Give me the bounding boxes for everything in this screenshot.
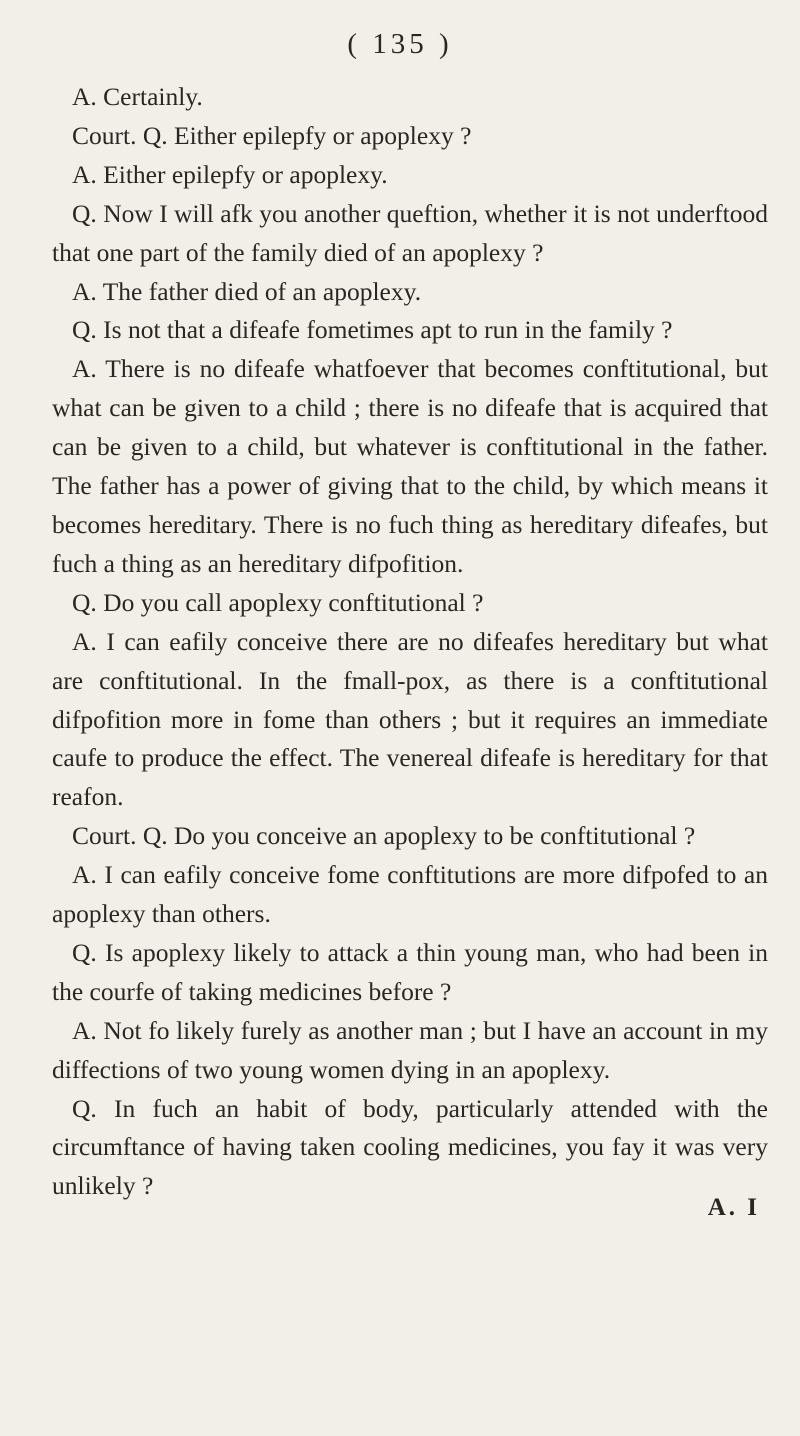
paragraph: Q. In fuch an habit of body, particularly attended with the circumftance of having taken cooling medicines, you fay it was very unlikely ?	[52, 1093, 768, 1201]
paragraph: A. Either epilepfy or apoplexy.	[72, 159, 388, 189]
paragraph: Q. Is not that a difeafe fometimes apt to run in the family ?	[72, 315, 673, 345]
paragraph: Court. Q. Do you conceive an apoplexy to be conftitutional ?	[72, 821, 696, 851]
paragraph: A. Not fo likely furely as another man ; but I have an account in my diffections of two young women dying in an apoplexy.	[52, 1015, 768, 1084]
page-number: ( 135 )	[347, 28, 453, 60]
paragraph: Q. Do you call apoplexy conftitutional ?	[72, 587, 484, 617]
paragraph: A. Certainly.	[72, 82, 203, 111]
paragraph: A. I can eafily conceive fome conftitutions are more difpofed to an apoplexy than others.	[52, 860, 768, 929]
paragraph: A. The father died of an apoplexy.	[72, 276, 422, 306]
paragraph: A. There is no difeafe whatfoever that becomes conftitutional, but what can be given to a child ; there is no difeafe that is acquired that can be given to a child, but whatever is conftitutional in the father. The father has a power of giving that to the child, by which means it becomes hereditary. There is no fuch thing as hereditary difeafes, but fuch a thing as an hereditary difpofition.	[52, 354, 768, 578]
paragraph: A. I can eafily conceive there are no difeafes hereditary but what are conftitutional. In the fmall-pox, as there is a conftitutional difpofition more in fome than others ; but it requires an immediate caufe to produce the effect. The venereal difeafe is hereditary for that reafon.	[52, 626, 768, 812]
paragraph: Q. Is apoplexy likely to attack a thin young man, who had been in the courfe of taking medicines before ?	[52, 937, 768, 1006]
paragraph: Court. Q. Either epilepfy or apoplexy ?	[72, 120, 472, 150]
catchword: A. I	[707, 1194, 760, 1221]
body-text	[52, 78, 768, 1206]
paragraph: Q. Now I will afk you another queftion, whether it is not underftood that one part of the family died of an apoplexy ?	[52, 198, 768, 267]
